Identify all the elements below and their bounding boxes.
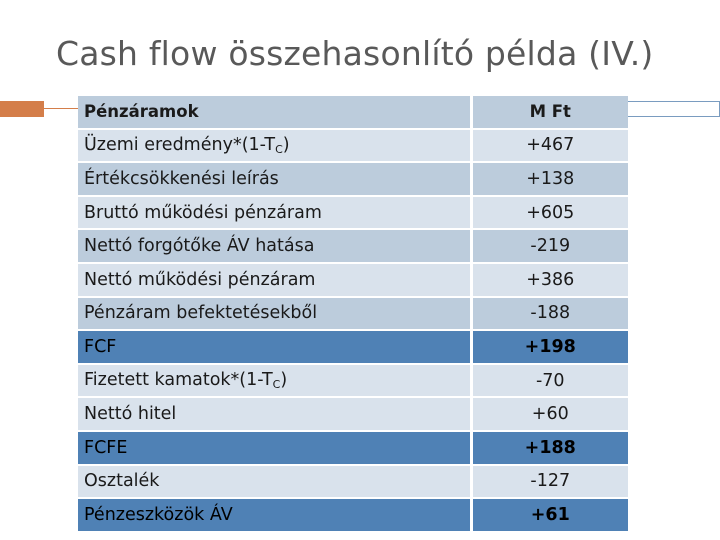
- row-label: [78, 331, 473, 363]
- cash-flow-table: [78, 94, 628, 533]
- row-label-text: Pénzeszközök ÁV: [84, 504, 233, 525]
- table-row: [78, 466, 628, 498]
- row-label-text: Bruttó működési pénzáram: [84, 202, 322, 223]
- row-label-subscript: C: [275, 142, 283, 156]
- row-label: [78, 298, 473, 330]
- row-label: [78, 230, 473, 262]
- table-row: [78, 130, 628, 162]
- header-value: M Ft: [473, 96, 628, 128]
- row-value: +61: [473, 499, 628, 531]
- row-label-text: Osztalék: [84, 471, 160, 492]
- header-label: Pénzáramok: [78, 96, 473, 128]
- table-row: [78, 499, 628, 531]
- table-row: [78, 331, 628, 363]
- row-label: [78, 398, 473, 430]
- table-row: [78, 398, 628, 430]
- row-label-text: Üzemi eredmény*(1-T: [84, 134, 276, 155]
- row-label: [78, 163, 473, 195]
- table-header-row: [78, 96, 628, 128]
- row-label-text: FCFE: [84, 437, 128, 458]
- row-value: -188: [473, 298, 628, 330]
- row-label-text: Pénzáram befektetésekből: [84, 303, 318, 324]
- accent-line-left: [44, 108, 78, 109]
- row-label-subscript: C: [272, 378, 281, 392]
- row-label-tail: ): [280, 370, 288, 391]
- row-value: +198: [473, 331, 628, 363]
- table-row: [78, 163, 628, 195]
- row-label-text: Nettó hitel: [84, 404, 177, 425]
- row-label-text: Fizetett kamatok*(1-T: [84, 370, 273, 391]
- row-value: +467: [473, 130, 628, 162]
- row-label: [78, 365, 473, 397]
- row-label: [78, 466, 473, 498]
- row-label: [78, 264, 473, 296]
- row-value: +188: [473, 432, 628, 464]
- slide-title: Cash flow összehasonlító példa (IV.): [56, 34, 654, 73]
- table-row: [78, 298, 628, 330]
- row-value: -219: [473, 230, 628, 262]
- row-label: [78, 130, 473, 162]
- row-value: -127: [473, 466, 628, 498]
- row-value: +605: [473, 197, 628, 229]
- table-row: [78, 197, 628, 229]
- table-row: [78, 432, 628, 464]
- row-label-text: FCF: [84, 336, 117, 357]
- row-label: [78, 197, 473, 229]
- row-label-tail: ): [282, 134, 290, 155]
- row-label-text: Nettó működési pénzáram: [84, 269, 316, 290]
- row-value: +138: [473, 163, 628, 195]
- row-value: -70: [473, 365, 628, 397]
- row-value: +60: [473, 398, 628, 430]
- row-label-text: Értékcsökkenési leírás: [84, 168, 279, 189]
- table-row: [78, 264, 628, 296]
- accent-bar-right: [626, 101, 720, 117]
- table-row: [78, 230, 628, 262]
- row-value: +386: [473, 264, 628, 296]
- row-label: [78, 432, 473, 464]
- row-label-text: Nettó forgótőke ÁV hatása: [84, 236, 315, 257]
- accent-bar-left: [0, 101, 44, 117]
- table-row: [78, 365, 628, 397]
- row-label: [78, 499, 473, 531]
